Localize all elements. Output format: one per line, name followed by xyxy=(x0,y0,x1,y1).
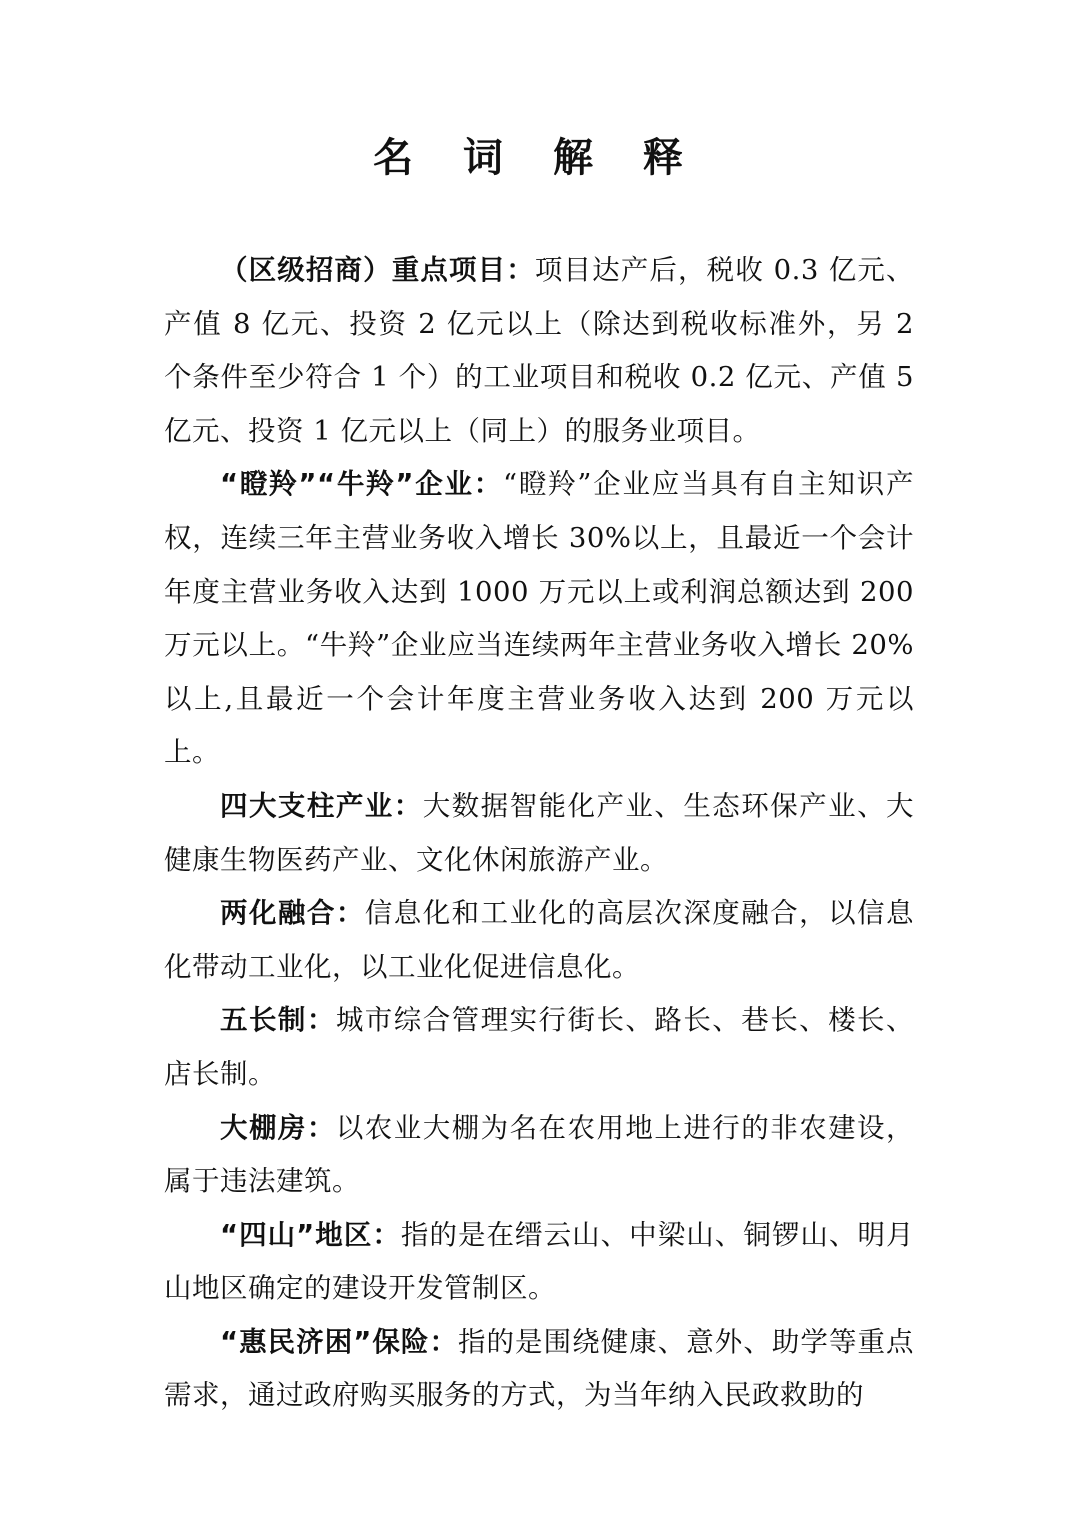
entry-definition: “瞪羚”企业应当具有自主知识产权，连续三年主营业务收入增长 30%以上，且最近一个会计年度主营业务收入达到 1000 万元以上或利润总额达到 200 万元以上。“牛羚”企业应当连续两年主营业务收入增长 20%以上,且最近一个会计年度主营业务收入达到 200 万元以上。 xyxy=(164,468,915,769)
entry-definition: 以农业大棚为名在农用地上进行的非农建设，属于违法建筑。 xyxy=(164,1111,915,1198)
page-title: 名 词 解 释 xyxy=(373,134,701,181)
entry-term: 大棚房 xyxy=(220,1111,307,1144)
entry-separator: ： xyxy=(306,1111,336,1144)
entry-separator: ： xyxy=(306,1004,336,1037)
entry-term: “惠民济困”保险 xyxy=(220,1325,430,1358)
glossary-entry-gazelle-enterprises xyxy=(164,458,914,780)
entry-term: 五长制 xyxy=(220,1004,307,1037)
entry-term: 四大支柱产业 xyxy=(220,789,394,822)
entry-separator: ： xyxy=(473,468,504,501)
entry-term: “四山”地区 xyxy=(220,1218,373,1251)
glossary-entry-five-chief-system xyxy=(164,994,914,1101)
entry-term: “瞪羚”“牛羚”企业 xyxy=(220,468,474,501)
glossary-entry-two-integration xyxy=(164,887,914,994)
entry-definition: 项目达产后，税收 0.3 亿元、产值 8 亿元、投资 2 亿元以上（除达到税收标准外，另 2 个条件至少符合 1 个）的工业项目和税收 0.2 亿元、产值 5 亿元、投资 1 亿元以上（同上）的服务业项目。 xyxy=(164,254,915,447)
entry-term: 两化融合 xyxy=(220,897,336,930)
entry-separator: ： xyxy=(506,254,535,286)
glossary-entry-key-projects xyxy=(164,244,914,458)
glossary-body xyxy=(164,244,914,1423)
entry-separator: ： xyxy=(393,789,423,822)
glossary-entry-welfare-insurance xyxy=(164,1316,914,1423)
entry-definition: 指的是在缙云山、中梁山、铜锣山、明月山地区确定的建设开发管制区。 xyxy=(164,1218,915,1305)
entry-separator: ： xyxy=(372,1218,401,1251)
entry-definition: 信息化和工业化的高层次深度融合，以信息化带动工业化，以工业化促进信息化。 xyxy=(164,897,915,983)
entry-definition: 指的是围绕健康、意外、助学等重点需求，通过政府购买服务的方式，为当年纳入民政救助的 xyxy=(164,1325,915,1412)
entry-separator: ： xyxy=(335,897,365,930)
glossary-entry-four-mountains xyxy=(164,1209,914,1316)
glossary-entry-pillar-industries xyxy=(164,780,914,887)
entry-term: （区级招商）重点项目 xyxy=(220,254,507,286)
entry-separator: ： xyxy=(429,1325,458,1358)
glossary-entry-greenhouse-houses xyxy=(164,1102,914,1209)
entry-definition: 大数据智能化产业、生态环保产业、大健康生物医药产业、文化休闲旅游产业。 xyxy=(164,789,915,876)
entry-definition: 城市综合管理实行街长、路长、巷长、楼长、店长制。 xyxy=(164,1004,915,1090)
